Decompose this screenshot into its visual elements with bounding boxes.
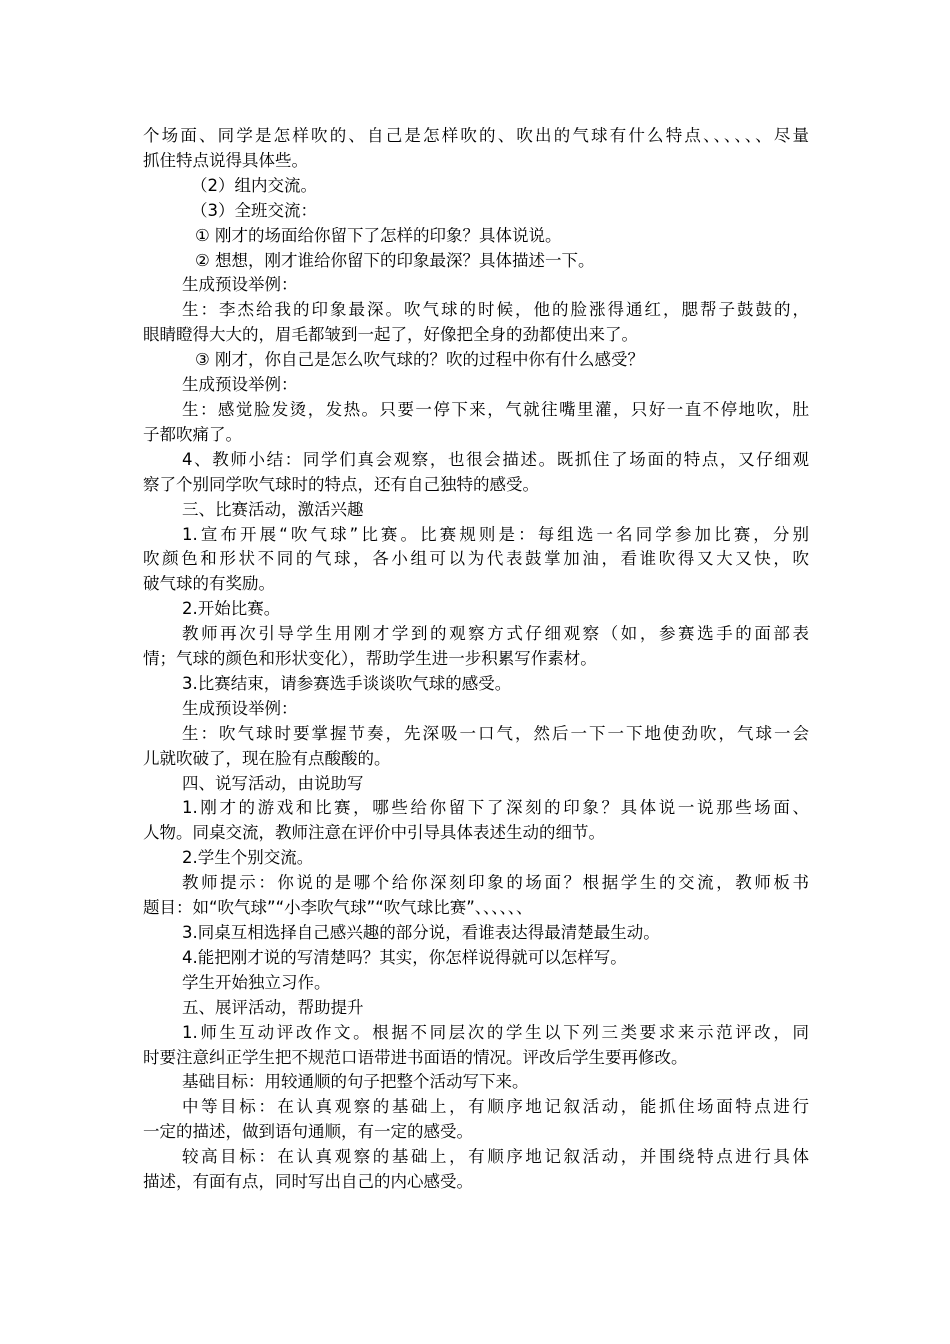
text-line: 破气球的有奖励。 [143, 574, 275, 594]
text-line: 题目：如“吹气球”“小李吹气球”“吹气球比赛”、、、、、、 [143, 898, 533, 918]
paragraph-student-answer-3 [143, 722, 809, 772]
text-line: 子都吹痛了。 [143, 424, 242, 444]
section-heading-4: 四、说写活动，由说助写 [182, 773, 364, 793]
paragraph-example-heading: 生成预设举例： [182, 275, 298, 295]
paragraph-individual-exchange: 2.学生个别交流。 [182, 848, 314, 868]
paragraph-competition-end: 3.比赛结束，请参赛选手谈谈吹气球的感受。 [182, 673, 512, 693]
text-line: 情；气球的颜色和形状变化），帮助学生进一步积累写作素材。 [143, 649, 597, 669]
text-line: 较高目标：在认真观察的基础上，有顺序地记叙活动，并围绕特点进行具体 [182, 1147, 809, 1167]
paragraph-example-heading: 生成预设举例： [182, 698, 298, 718]
paragraph-basic-goal: 基础目标：用较通顺的句子把整个活动写下来。 [182, 1072, 529, 1092]
text-line: 抓住特点说得具体些。 [143, 150, 308, 170]
paragraph-question-1: ① 刚才的场面给你留下了怎样的印象？具体说说。 [195, 225, 562, 245]
paragraph-question-2: ② 想想，刚才谁给你留下的印象最深？具体描述一下。 [195, 250, 595, 270]
text-line: 生：感觉脸发烫，发热。只要一停下来，气就往嘴里灌，只好一直不停地吹，肚 [182, 399, 809, 419]
text-line: 1.师生互动评改作文。根据不同层次的学生以下列三类要求来示范评改，同 [182, 1022, 809, 1042]
text-line: 时要注意纠正学生把不规范口语带进书面语的情况。评改后学生要再修改。 [143, 1047, 688, 1067]
paragraph-write-clearly: 4.能把刚才说的写清楚吗？其实，你怎样说得就可以怎样写。 [182, 947, 627, 967]
text-line: 教师再次引导学生用刚才学到的观察方式仔细观察（如，参赛选手的面部表 [182, 624, 809, 644]
text-line: 儿就吹破了，现在脸有点酸酸的。 [143, 748, 391, 768]
paragraph-teacher-hint [143, 871, 809, 921]
paragraph-example-heading: 生成预设举例： [182, 375, 298, 395]
text-line: 教师提示：你说的是哪个给你深刻印象的场面？根据学生的交流，教师板书 [182, 873, 809, 893]
text-line: 一定的描述，做到语句通顺，有一定的感受。 [143, 1122, 473, 1142]
paragraph-student-answer-2 [143, 398, 809, 448]
document-body [143, 124, 809, 1195]
text-line: 眼睛瞪得大大的，眉毛都皱到一起了，好像把全身的劲都使出来了。 [143, 325, 638, 345]
section-heading-3: 三、比赛活动，激活兴趣 [182, 499, 364, 519]
text-line: 个场面、同学是怎样吹的、自己是怎样吹的、吹出的气球有什么特点、、、、、、尽量 [143, 126, 809, 145]
text-line: 4、教师小结：同学们真会观察，也很会描述。既抓住了场面的特点，又仔细观 [182, 449, 809, 469]
paragraph-peer-review [143, 1021, 809, 1071]
paragraph-group-exchange: （2）组内交流。 [191, 175, 317, 195]
paragraph-scene-requirements [143, 124, 809, 174]
paragraph-teacher-guidance [143, 622, 809, 672]
text-line: 中等目标：在认真观察的基础上，有顺序地记叙活动，能抓住场面特点进行 [182, 1097, 809, 1117]
paragraph-peer-speaking: 3.同桌互相选择自己感兴趣的部分说，看谁表达得最清楚最生动。 [182, 923, 660, 942]
paragraph-intermediate-goal [143, 1095, 809, 1145]
paragraph-discussion [143, 796, 809, 846]
text-line: 描述，有面有点，同时写出自己的内心感受。 [143, 1172, 473, 1192]
text-line: 生：吹气球时要掌握节奏，先深吸一口气，然后一下一下地使劲吹，气球一会 [182, 723, 809, 743]
paragraph-question-3: ③ 刚才，你自己是怎么吹气球的？吹的过程中你有什么感受？ [195, 350, 645, 370]
text-line: 1.刚才的游戏和比赛，哪些给你留下了深刻的印象？具体说一说那些场面、 [182, 798, 809, 818]
text-line: 察了个别同学吹气球时的特点，还有自己独特的感受。 [143, 474, 539, 494]
section-heading-5: 五、展评活动，帮助提升 [182, 997, 364, 1017]
text-line: 生：李杰给我的印象最深。吹气球的时候，他的脸涨得通红，腮帮子鼓鼓的， [182, 300, 809, 320]
paragraph-competition-rules [143, 523, 809, 598]
paragraph-advanced-goal [143, 1145, 809, 1195]
text-line: 1.宣布开展“吹气球”比赛。比赛规则是：每组选一名同学参加比赛，分别 [182, 524, 809, 544]
paragraph-class-exchange: （3）全班交流： [191, 200, 317, 220]
paragraph-independent-writing: 学生开始独立习作。 [182, 972, 331, 992]
paragraph-student-answer-1 [143, 298, 809, 348]
text-line: 人物。同桌交流，教师注意在评价中引导具体表述生动的细节。 [143, 823, 605, 843]
paragraph-teacher-summary [143, 448, 809, 498]
paragraph-start-competition: 2.开始比赛。 [182, 599, 281, 619]
text-line: 吹颜色和形状不同的气球，各小组可以为代表鼓掌加油，看谁吹得又大又快，吹 [143, 549, 809, 569]
